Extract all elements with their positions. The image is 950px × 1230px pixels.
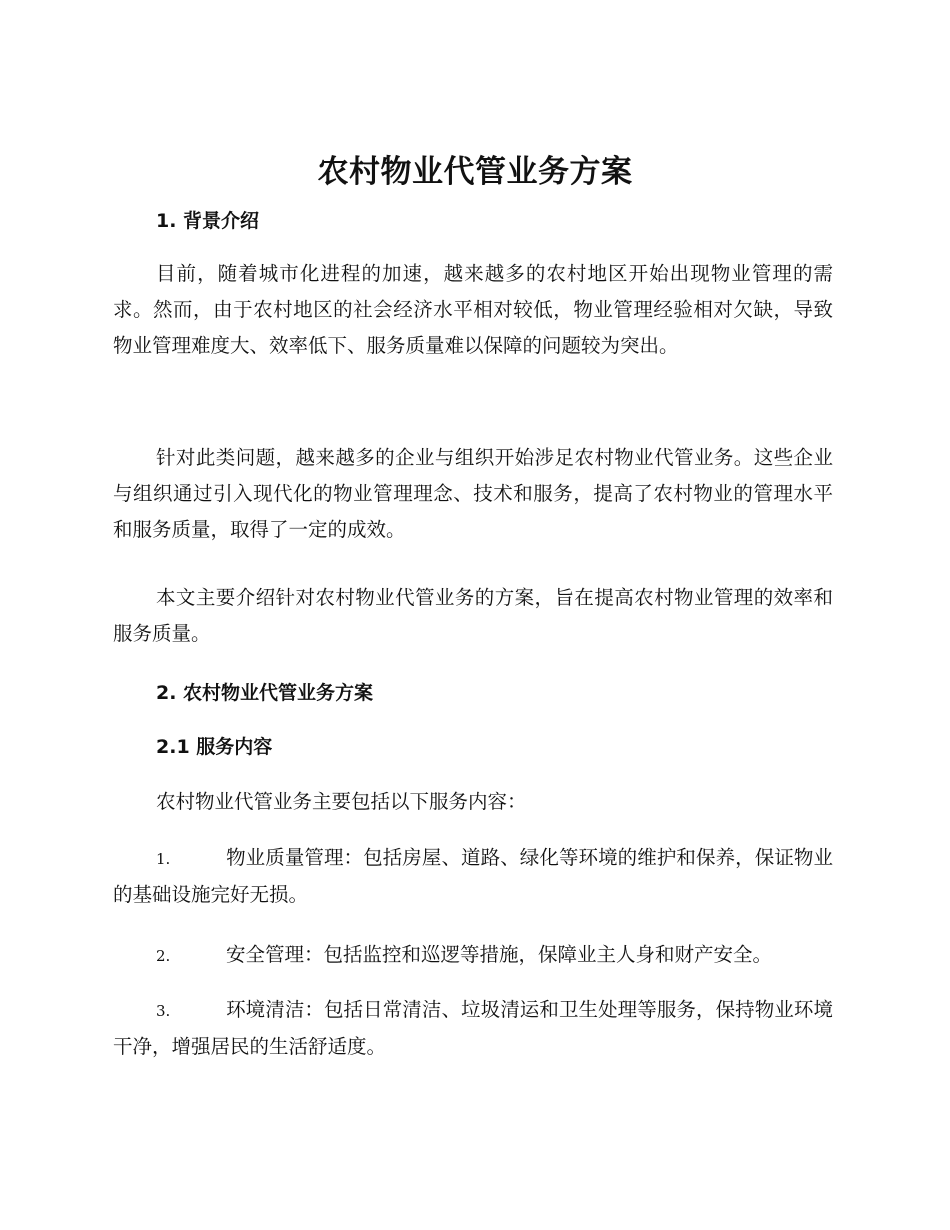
paragraph-background-2: 针对此类问题，越来越多的企业与组织开始涉足农村物业代管业务。这些企业与组织通过引入现代化的物业管理理念、技术和服务，提高了农村物业的管理水平和服务质量，取得了一定的成效。 xyxy=(113,446,833,541)
subsection-heading-service-content: 2.1 服务内容 xyxy=(156,736,273,758)
paragraph-background-3: 本文主要介绍针对农村物业代管业务的方案，旨在提高农村物业管理的效率和服务质量。 xyxy=(113,586,833,645)
section-heading-background: 1. 背景介绍 xyxy=(156,210,260,232)
list-item-text: 环境清洁：包括日常清洁、垃圾清运和卫生处理等服务，保持物业环境干净，增强居民的生活舒适度。 xyxy=(113,998,833,1058)
list-item-text: 物业质量管理：包括房屋、道路、绿化等环境的维护和保养，保证物业的基础设施完好无损。 xyxy=(113,846,833,906)
list-item-text: 安全管理：包括监控和巡逻等措施，保障业主人身和财产安全。 xyxy=(226,943,773,966)
list-item-number: 1. xyxy=(156,850,171,868)
paragraph-background-1: 目前，随着城市化进程的加速，越来越多的农村地区开始出现物业管理的需求。然而，由于农村地区的社会经济水平相对较低，物业管理经验相对欠缺，导致物业管理难度大、效率低下、服务质量难以保障的问题较为突出。 xyxy=(113,262,833,357)
list-item xyxy=(113,992,833,1065)
paragraph-service-intro: 农村物业代管业务主要包括以下服务内容： xyxy=(156,790,527,813)
section-heading-plan: 2. 农村物业代管业务方案 xyxy=(156,682,374,704)
list-item-number: 2. xyxy=(156,947,171,965)
list-item-number: 3. xyxy=(156,1002,171,1020)
list-item xyxy=(113,840,833,913)
list-item xyxy=(113,937,833,974)
document-title: 农村物业代管业务方案 xyxy=(317,154,633,190)
